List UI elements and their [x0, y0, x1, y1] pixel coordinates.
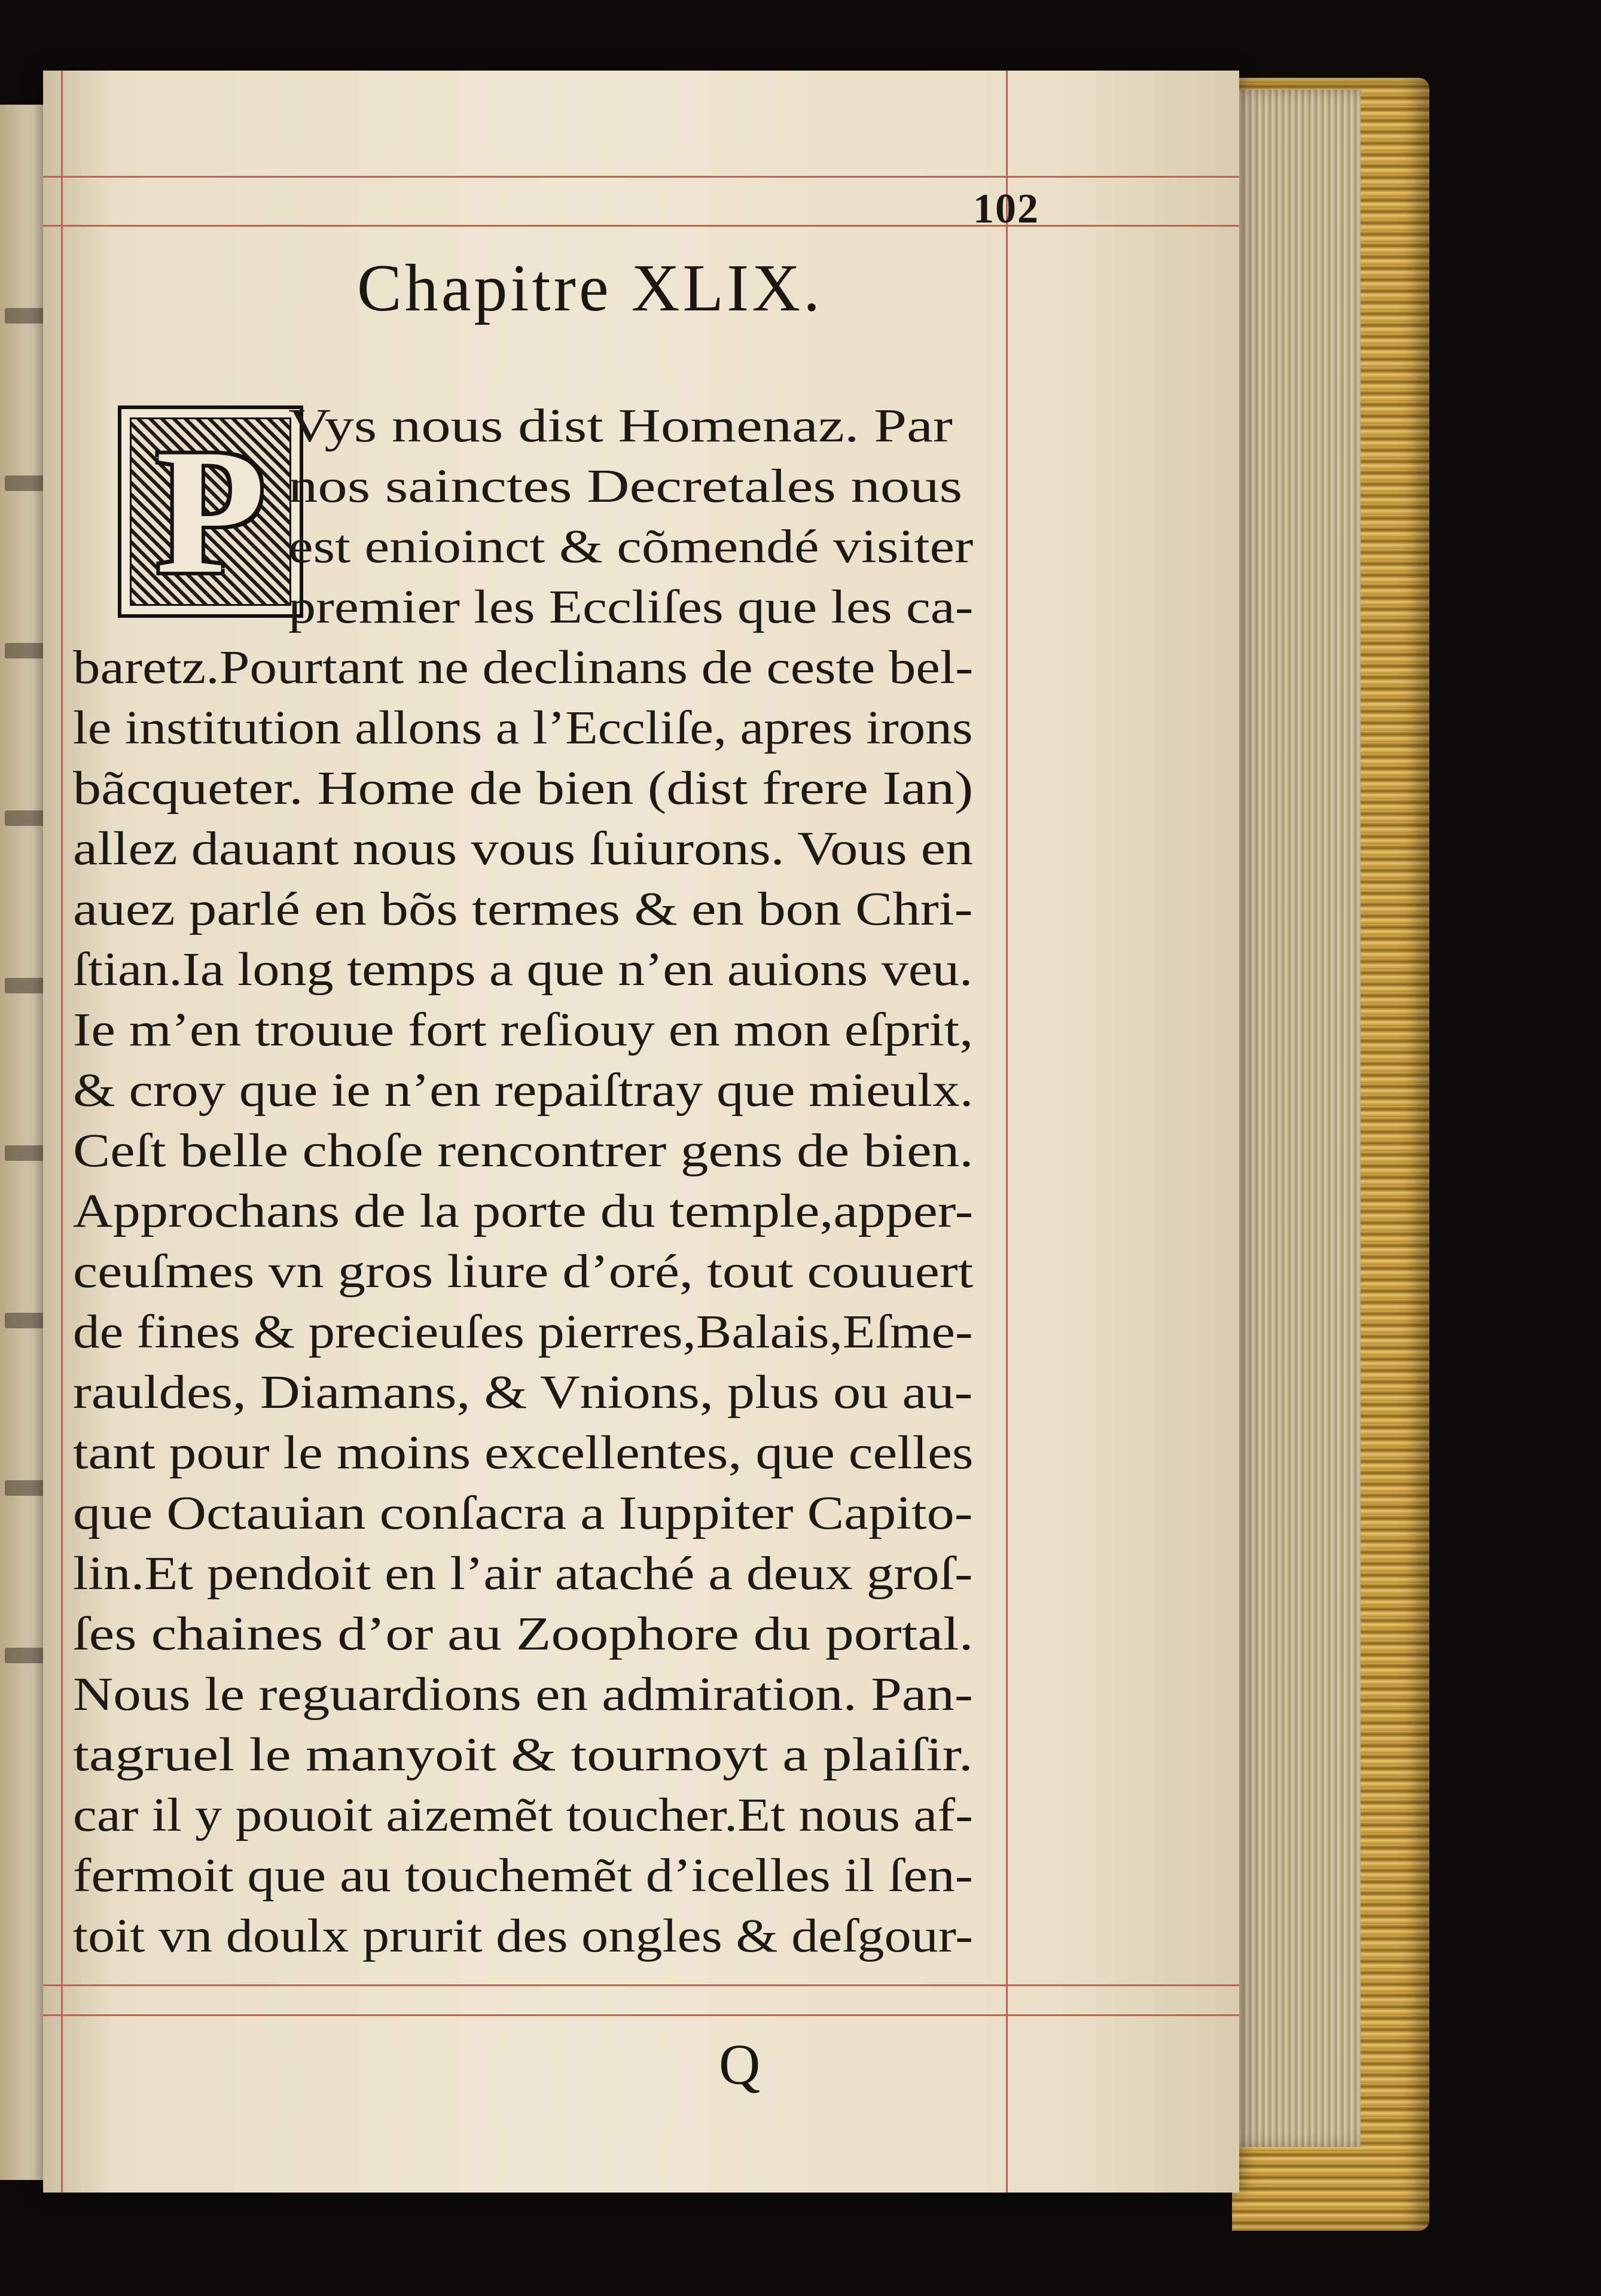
text-line: lin.Et pendoit en l’air ataché a deux groſ-: [73, 1548, 973, 1600]
margin-rule-left: [61, 71, 63, 2193]
text-line: Approchans de la porte du temple,apper-: [73, 1185, 974, 1237]
text-line: est enioinct & cõmendé visiter: [288, 521, 974, 573]
text-line: fermoit que au touchemẽt d’icelles il ſen-: [73, 1850, 974, 1902]
chapter-title: Chapitre XLIX.: [357, 251, 824, 325]
margin-rule-head: [43, 225, 1239, 227]
text-line: ſes chaines d’or au Zoophore du portal.: [73, 1608, 974, 1660]
text-line: le institution allons a l’Eccliſe, apres irons: [73, 702, 973, 754]
text-line: toit vn doulx prurit des ongles & deſgour-: [73, 1910, 974, 1962]
margin-rule-top: [43, 176, 1239, 178]
text-line: tant pour le moins excellentes, que celles: [73, 1427, 974, 1479]
text-line: Nous le reguardions en admiration. Pan-: [73, 1669, 973, 1721]
text-line: rauldes, Diamans, & Vnions, plus ou au-: [73, 1367, 973, 1419]
margin-rule-bottom: [43, 2014, 1239, 2016]
catchword: Q: [719, 2032, 761, 2096]
text-line: tagruel le manyoit & tournoyt a plaiſir.: [73, 1729, 974, 1781]
text-line: allez dauant nous vous ſuiurons. Vous en: [73, 823, 974, 875]
decorated-initial: [118, 405, 303, 618]
text-line: que Octauian conſacra a Iuppiter Capito-: [73, 1487, 973, 1539]
text-line: ceuſmes vn gros liure d’oré, tout couuert: [73, 1246, 974, 1298]
initial-letter: P: [155, 412, 266, 611]
page-fore-edge: [1220, 90, 1361, 2147]
text-line: car il y pouoit aizemẽt toucher.Et nous af-: [73, 1789, 973, 1841]
text-line: ſtian.Ia long temps a que n’en auions veu.: [73, 944, 973, 996]
text-line: & croy que ie n’en repaiſtray que mieulx.: [73, 1065, 974, 1117]
text-line: baretz.Pourtant ne declinans de ceste bel-: [73, 642, 974, 694]
text-line: de fines & precieuſes pierres,Balais,Eſme-: [73, 1306, 973, 1358]
margin-rule-foot: [43, 1984, 1239, 1986]
text-line: Ceſt belle choſe rencontrer gens de bien.: [73, 1125, 974, 1177]
text-line: auez parlé en bõs termes & en bon Chri-: [73, 883, 973, 935]
page-number: 102: [973, 186, 1039, 232]
text-line: premier les Eccliſes que les ca-: [288, 581, 974, 633]
book-page: [43, 71, 1239, 2193]
text-line: Vys nous dist Homenaz. Par: [288, 400, 953, 452]
margin-rule-right: [1006, 71, 1008, 2193]
text-line: Ie m’en trouue fort reſiouy en mon eſprit,: [73, 1004, 974, 1056]
text-line: nos sainctes Decretales nous: [288, 461, 963, 513]
text-line: bãcqueter. Home de bien (dist frere Ian): [73, 763, 974, 815]
